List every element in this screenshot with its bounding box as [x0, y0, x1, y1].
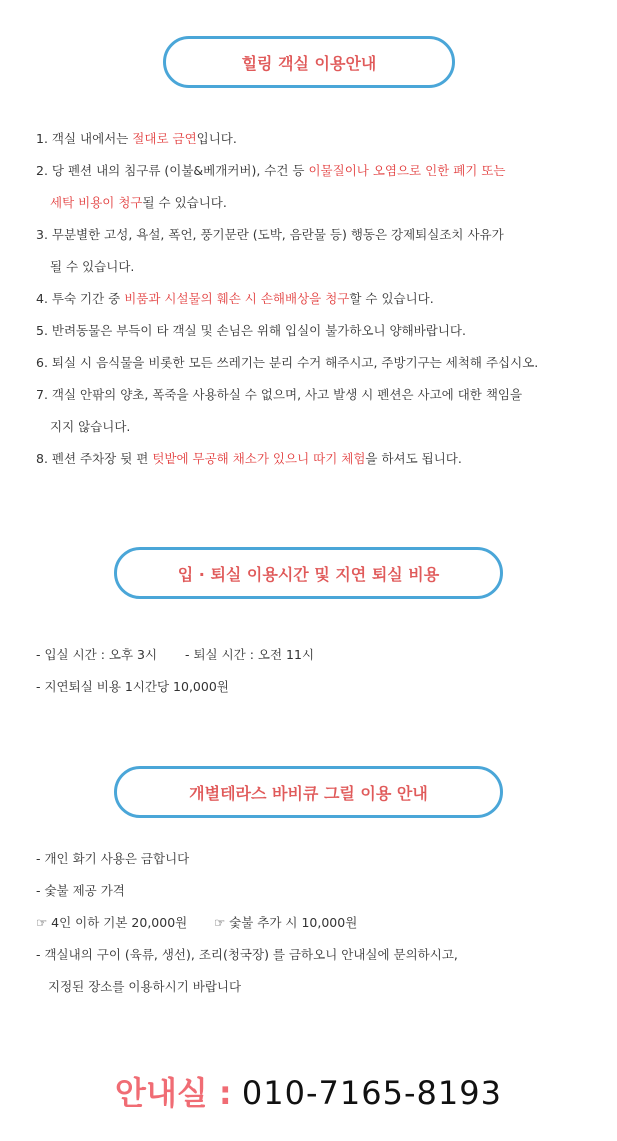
late-fee-text: - 지연퇴실 비용 1시간당 10,000원 [36, 679, 229, 694]
checkin-time [36, 646, 157, 664]
rule-item-7-cont [50, 418, 130, 436]
checkout-time [185, 646, 314, 664]
rule-text: 5. 반려동물은 부득이 타 객실 및 손님은 위해 입실이 불가하오니 양해바랍니다. [36, 323, 466, 338]
bbq-text: ☞ 4인 이하 기본 20,000원 [36, 915, 188, 930]
checkin-text: - 입실 시간 : 오후 3시 [36, 647, 158, 662]
rule-text: 3. 무분별한 고성, 욕설, 폭언, 풍기문란 (도박, 음란물 등) 행동은 강제퇴실조치 사유가 [36, 227, 504, 242]
bbq-line-5 [36, 946, 458, 964]
rule-text: 8. 펜션 주차장 뒷 편 [36, 451, 153, 466]
rule-highlight: 텃밭에 무공해 채소가 있으니 따기 체험 [152, 451, 366, 466]
section-title-text: 개별테라스 바비큐 그릴 이용 안내 [189, 783, 428, 803]
rule-highlight: 이물질이나 오염으로 인한 폐기 또는 [308, 163, 506, 178]
rule-item-2 [36, 162, 506, 180]
rule-text: 지지 않습니다. [50, 419, 131, 434]
rule-item-4 [36, 290, 434, 308]
rule-text: 7. 객실 안팎의 양초, 폭죽을 사용하실 수 없으며, 사고 발생 시 펜션은 사고에 대한 책임을 [36, 387, 523, 402]
rule-highlight: 비품과 시설물의 훼손 시 손해배상을 청구 [124, 291, 350, 306]
rule-item-2-cont [50, 194, 227, 212]
bbq-line-1 [36, 850, 189, 868]
bbq-price-basic [36, 914, 187, 932]
rule-text: 1. 객실 내에서는 [36, 131, 133, 146]
section-title-text: 힐링 객실 이용안내 [241, 53, 377, 73]
rule-text: 6. 퇴실 시 음식물을 비롯한 모든 쓰레기는 분리 수거 해주시고, 주방기구는 세척해 주십시오. [36, 355, 539, 370]
bbq-line-6 [48, 978, 241, 996]
rule-text: 입니다. [196, 131, 237, 146]
phone-number[interactable]: 010-7165-8193 [241, 1074, 502, 1112]
contact-label: 안내실 : [115, 1074, 232, 1112]
bbq-text: ☞ 숯불 추가 시 10,000원 [214, 915, 358, 930]
rule-text: 될 수 있습니다. [50, 259, 135, 274]
contact-phone [0, 1068, 617, 1114]
rule-highlight: 세탁 비용이 청구 [50, 195, 143, 210]
late-checkout-fee [36, 678, 229, 696]
rule-highlight: 절대로 금연 [132, 131, 197, 146]
rule-text: 할 수 있습니다. [349, 291, 434, 306]
rule-text: 을 하셔도 됩니다. [365, 451, 462, 466]
section-title-bbq-grill [114, 766, 503, 818]
bbq-text: - 개인 화기 사용은 금합니다 [36, 851, 190, 866]
bbq-text: - 숯불 제공 가격 [36, 883, 125, 898]
rule-text: 될 수 있습니다. [142, 195, 227, 210]
rule-item-6 [36, 354, 538, 372]
rule-item-3-cont [50, 258, 134, 276]
rule-item-8 [36, 450, 462, 468]
section-title-room-guide [163, 36, 455, 88]
rule-text: 4. 투숙 기간 중 [36, 291, 125, 306]
rule-item-3 [36, 226, 504, 244]
bbq-text: 지정된 장소를 이용하시기 바랍니다 [48, 979, 242, 994]
bbq-line-2 [36, 882, 125, 900]
rule-item-5 [36, 322, 466, 340]
section-title-text: 입 · 퇴실 이용시간 및 지연 퇴실 비용 [177, 564, 440, 584]
bbq-price-extra [214, 914, 357, 932]
rule-item-7 [36, 386, 522, 404]
rule-text: 2. 당 펜션 내의 침구류 (이불&베개커버), 수건 등 [36, 163, 309, 178]
section-title-checkin-checkout [114, 547, 503, 599]
bbq-text: - 객실내의 구이 (육류, 생선), 조리(청국장) 를 금하오니 안내실에 문의하시고, [36, 947, 458, 962]
rule-item-1 [36, 130, 237, 148]
checkout-text: - 퇴실 시간 : 오전 11시 [185, 647, 315, 662]
